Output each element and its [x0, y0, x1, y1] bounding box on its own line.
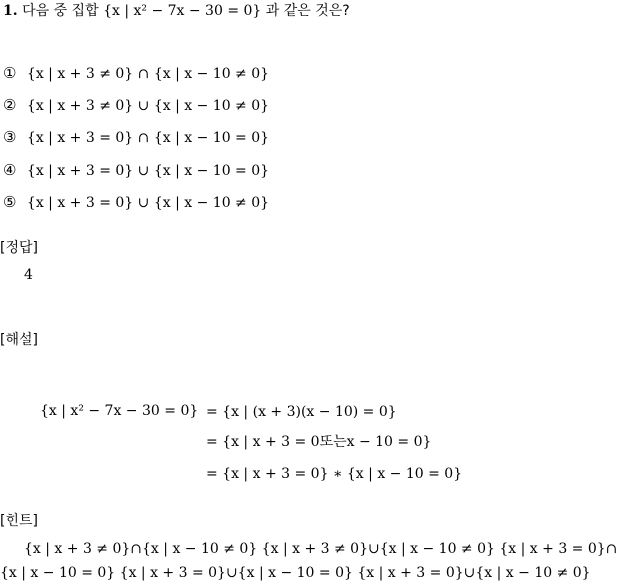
question-stem-prefix: 다음 중 집합: [22, 3, 104, 19]
choice-text: {x | x + 3 ≠ 0} ∪ {x | x − 10 ≠ 0}: [26, 98, 270, 114]
choice-text: {x | x + 3 = 0} ∩ {x | x − 10 = 0}: [26, 130, 270, 146]
question-number: 1.: [3, 3, 18, 19]
explanation-lhs: {x | x² − 7x − 30 = 0}: [40, 403, 199, 419]
choice-mark: ⑤: [3, 193, 17, 211]
choice-text: {x | x + 3 = 0} ∪ {x | x − 10 ≠ 0}: [26, 195, 270, 211]
question-stem-suffix: 과 같은 것은?: [261, 3, 350, 19]
explanation-line: = {x | x + 3 = 0또는x − 10 = 0}: [206, 434, 432, 450]
answer-label: [정답]: [0, 240, 38, 256]
question-stem: [3, 4, 350, 18]
explanation-line: = {x | x + 3 = 0} ∗ {x | x − 10 = 0}: [206, 466, 463, 482]
hint-label: [힌트]: [0, 513, 38, 529]
choice-mark: ④: [3, 161, 17, 179]
choice-3[interactable]: [3, 130, 269, 145]
choice-5[interactable]: [3, 195, 269, 210]
choice-mark: ③: [3, 128, 17, 146]
choice-4[interactable]: [3, 163, 269, 178]
hint-line: {x | x − 10 = 0} {x | x + 3 = 0}∪{x | x − 10 = 0} {x | x + 3 = 0}∪{x | x − 10 ≠ 0}: [0, 565, 591, 581]
hint-line: {x | x + 3 ≠ 0}∩{x | x − 10 ≠ 0} {x | x + 3 ≠ 0}∪{x | x − 10 ≠ 0} {x | x + 3 = 0}∩: [24, 541, 618, 557]
explanation-label: [해설]: [0, 332, 38, 348]
choice-text: {x | x + 3 = 0} ∪ {x | x − 10 = 0}: [26, 163, 270, 179]
question-stem-set: {x | x² − 7x − 30 = 0}: [103, 3, 262, 19]
choice-text: {x | x + 3 ≠ 0} ∩ {x | x − 10 ≠ 0}: [26, 66, 270, 82]
choice-mark: ②: [3, 96, 17, 114]
answer-value: 4: [24, 267, 33, 283]
choice-1[interactable]: [3, 66, 269, 81]
choice-2[interactable]: [3, 98, 269, 113]
explanation-line: = {x | (x + 3)(x − 10) = 0}: [206, 404, 397, 420]
choice-mark: ①: [3, 64, 17, 82]
